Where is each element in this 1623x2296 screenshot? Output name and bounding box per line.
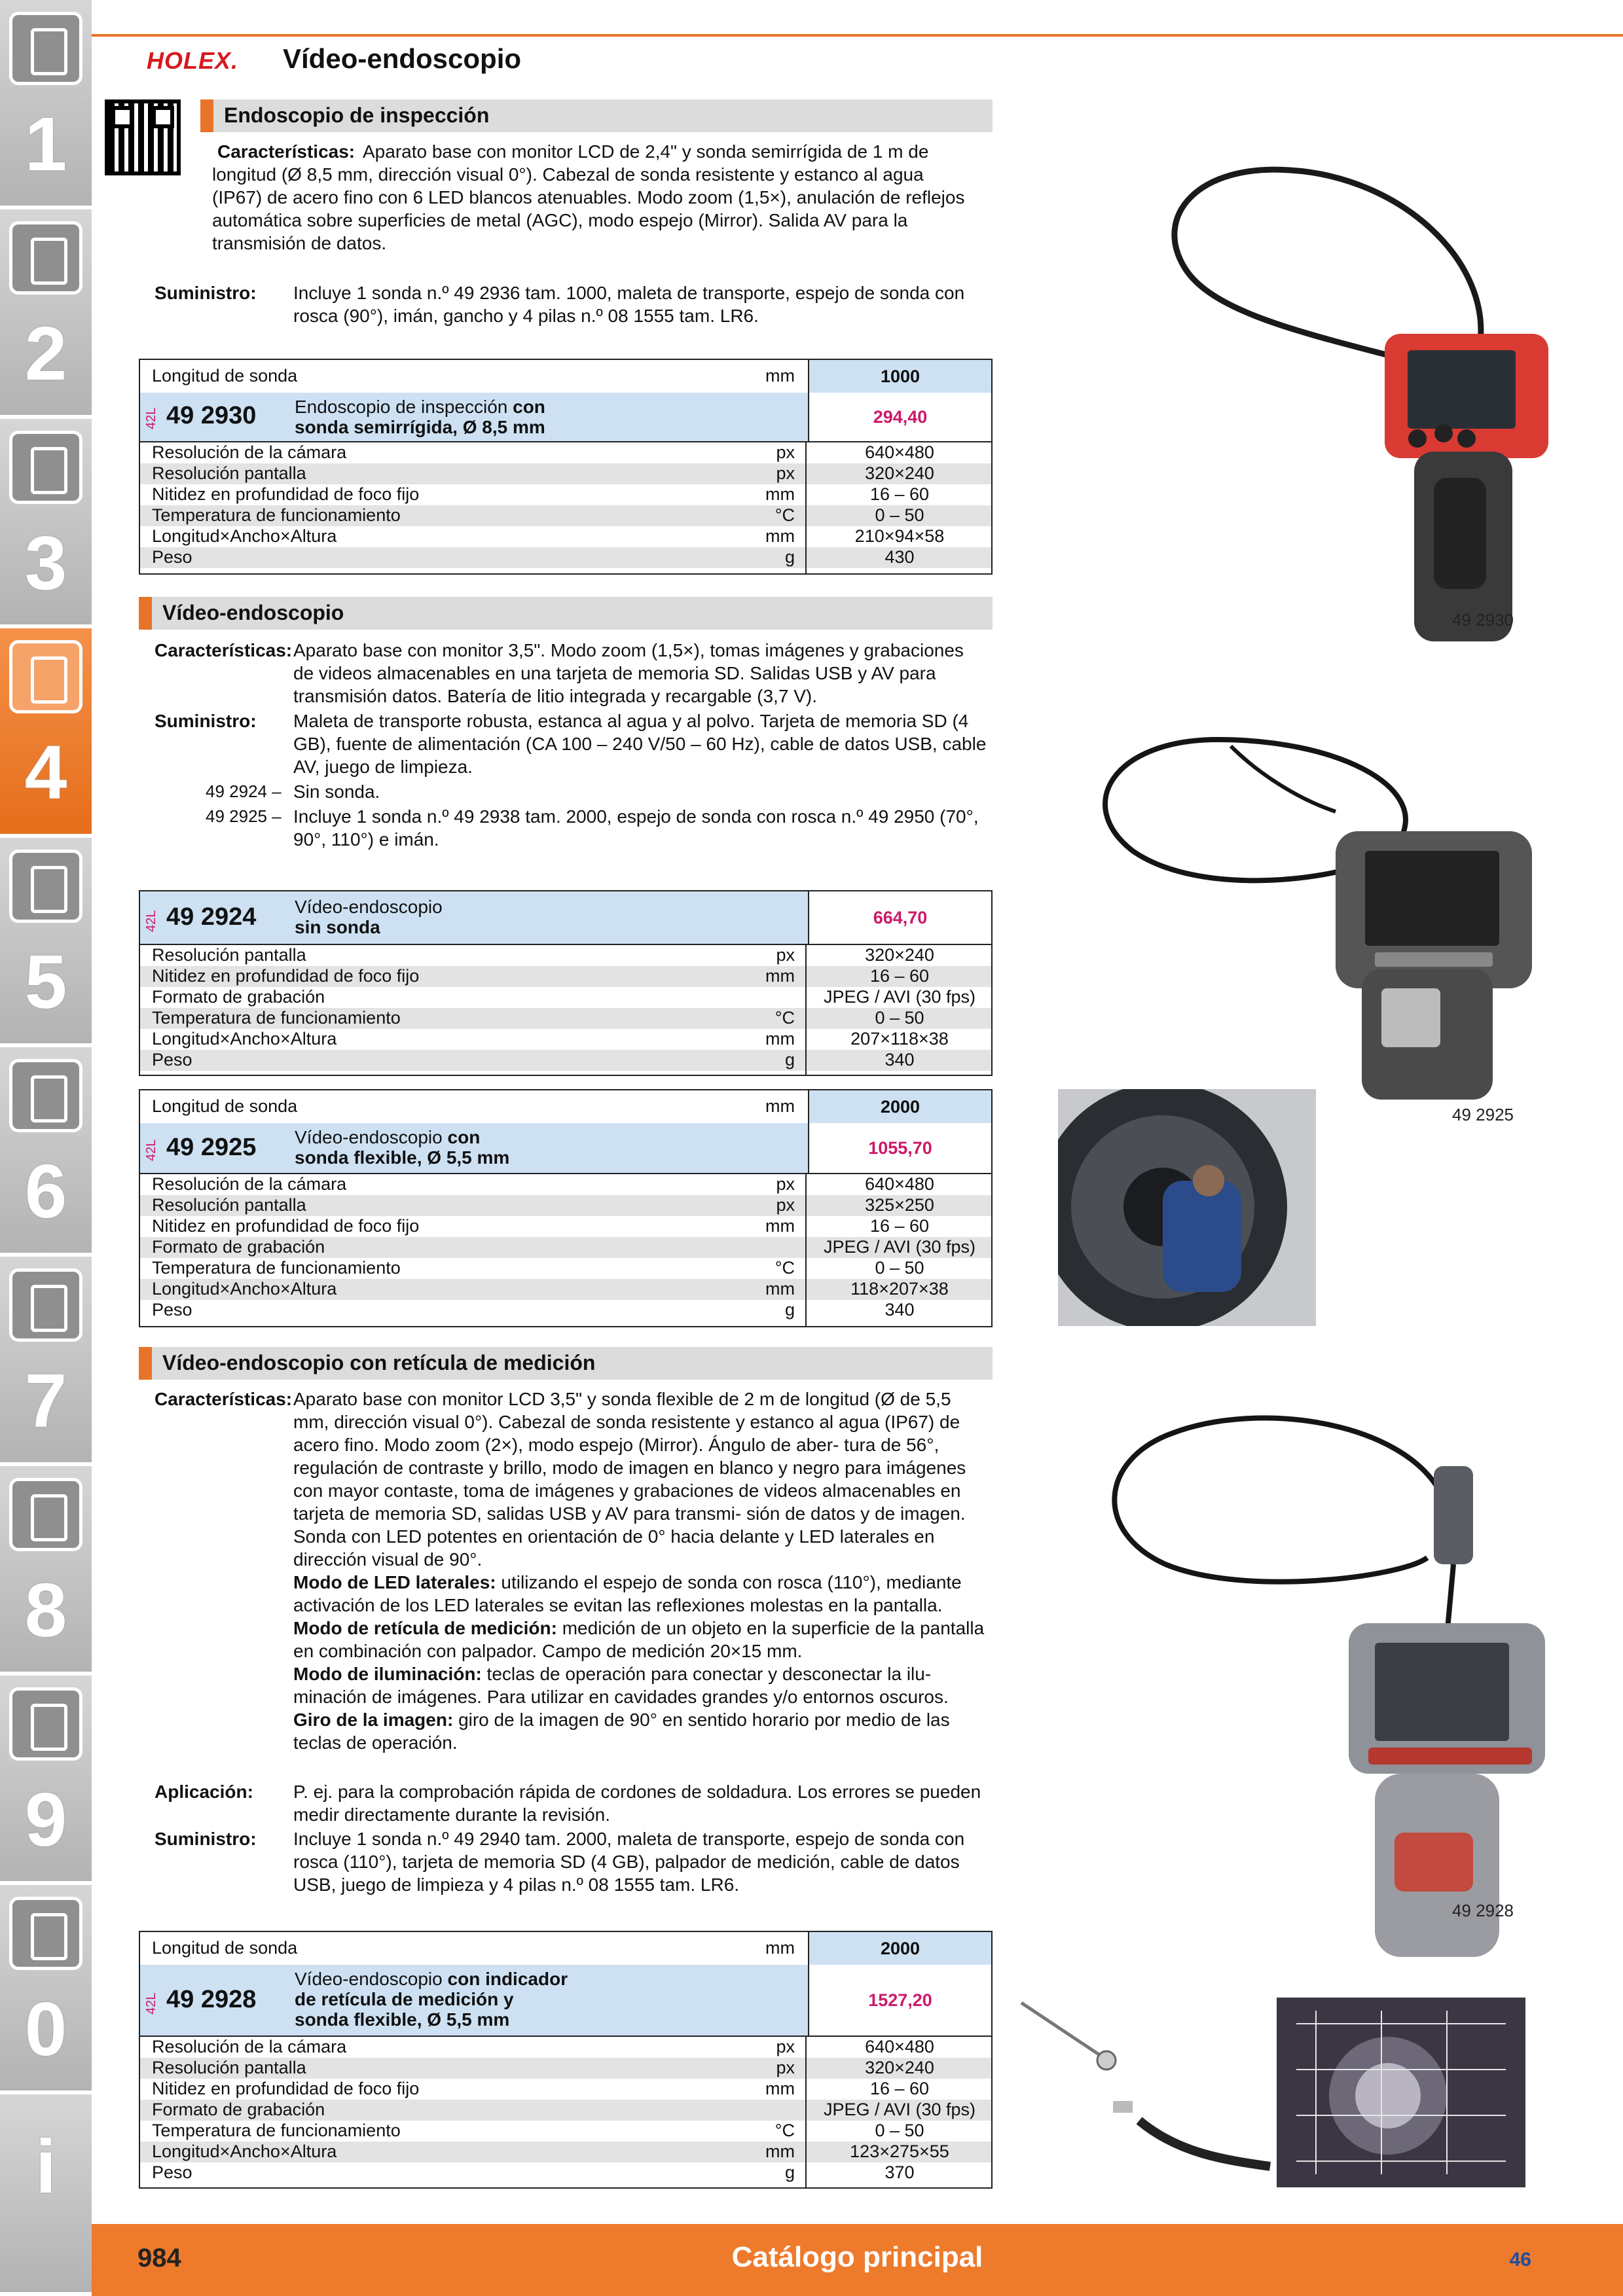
table-row: Temperatura de funcionamiento °C 0 – 50	[140, 505, 991, 526]
safety-goggles-icon	[9, 1897, 82, 1970]
product-row-49-2924[interactable]: 42L 49 2924 Vídeo-endoscopio sin sonda 664,70	[140, 891, 991, 945]
chapter-tab-4[interactable]: 4	[0, 628, 92, 838]
image-ref-49-2930: 49 2930	[1452, 610, 1514, 630]
table-row: Resolución de la cámara px 640×480	[152, 1174, 934, 1194]
chapter-tab-6[interactable]: 6	[0, 1047, 92, 1257]
product-row-49-2925[interactable]: 42L 49 2925 Vídeo-endoscopio con sonda flexible, Ø 5,5 mm 1055,70	[140, 1123, 991, 1174]
table-row: Nitidez en profundidad de foco fijo mm 16 – 60	[140, 966, 991, 987]
price: 294,40	[808, 393, 991, 441]
spec-table-49-2924	[139, 890, 993, 1076]
table-row: Formato de grabación JPEG / AVI (30 fps)	[140, 1237, 991, 1258]
product-row-49-2928[interactable]: 42L 49 2928 Vídeo-endoscopio con indicador de retícula de medición y sonda flexible, Ø 5,5 mm 1527,20	[140, 1965, 991, 2037]
chapter-tab-3[interactable]: 3	[0, 419, 92, 628]
table-row: Temperatura de funcionamiento °C 0 – 50	[140, 1008, 991, 1029]
price: 1527,20	[808, 1965, 991, 2036]
section-header-video: Vídeo-endoscopio	[139, 597, 993, 630]
chapter-sidebar	[0, 0, 92, 2296]
chapter-tab-0[interactable]: 0	[0, 1885, 92, 2094]
table-row: Longitud×Ancho×Altura mm 118×207×38	[140, 1279, 991, 1300]
table-row: Nitidez en profundidad de foco fijo mm 16 – 60	[152, 2079, 930, 2098]
price: 1055,70	[808, 1123, 991, 1173]
table-row: Peso g 340	[140, 1050, 991, 1071]
reticle-screen-photo	[1277, 1998, 1525, 2187]
table-row: Longitud×Ancho×Altura mm 210×94×58	[152, 526, 945, 546]
product-image-video-endoscope	[1061, 694, 1558, 1100]
pliers-icon	[9, 1268, 82, 1342]
image-ref-49-2925: 49 2925	[1452, 1105, 1514, 1124]
page-number: 984	[137, 2244, 181, 2272]
table-row: Formato de grabación JPEG / AVI (30 fps)	[140, 2100, 991, 2121]
header-rule	[92, 34, 1623, 37]
product-image-inspection-endoscope	[1126, 98, 1558, 655]
table-row: Longitud×Ancho×Altura mm 123×275×55	[140, 2142, 991, 2162]
table-row: Peso g 340	[152, 1300, 915, 1319]
table-row: Resolución pantalla px 320×240	[140, 2058, 991, 2079]
chapter-tab-9[interactable]: 9	[0, 1676, 92, 1885]
grinding-disc-icon	[9, 850, 82, 923]
table-header-row: Longitud de sonda mm 2000	[140, 1932, 991, 1966]
table-row: Peso g 370	[152, 2162, 915, 2182]
price: 664,70	[808, 891, 991, 944]
chapter-tab-info[interactable]: i	[0, 2094, 92, 2296]
image-ref-49-2928: 49 2928	[1452, 1901, 1514, 1920]
chapter-tab-7[interactable]: 7	[0, 1257, 92, 1466]
table-row: Formato de grabación JPEG / AVI (30 fps)	[152, 987, 976, 1007]
table-header-row: Longitud de sonda mm 2000	[140, 1090, 991, 1124]
drill-bit-icon	[9, 12, 82, 85]
spec-table-49-2925	[139, 1089, 993, 1327]
chapter-tab-1[interactable]: 1	[0, 0, 92, 209]
catalog-title: Catálogo principal	[731, 2241, 983, 2273]
qr-code-icon[interactable]	[105, 99, 181, 175]
table-row: Resolución pantalla px 320×240	[152, 945, 934, 965]
chapter-tab-8[interactable]: 8	[0, 1466, 92, 1676]
spec-table-49-2930	[139, 359, 993, 575]
product-row-49-2930[interactable]: 42L 49 2930 Endoscopio de inspección con sonda semirrígida, Ø 8,5 mm 294,40	[140, 393, 991, 442]
page-footer	[92, 2224, 1623, 2296]
table-row: Nitidez en profundidad de foco fijo mm 16 – 60	[152, 484, 930, 504]
workbench-icon	[9, 1687, 82, 1761]
tool-holder-icon	[9, 431, 82, 504]
table-row: Resolución de la cámara px 640×480	[152, 442, 934, 462]
table-row: Resolución pantalla px 320×240	[140, 463, 991, 484]
toolbox-icon	[9, 1478, 82, 1551]
section-header-inspection: Endoscopio de inspección	[200, 99, 993, 132]
product-image-reticle-endoscope	[1061, 1361, 1558, 1964]
chapter-tab-2[interactable]: 2	[0, 209, 92, 419]
section-header-reticle: Vídeo-endoscopio con retícula de medición	[139, 1347, 993, 1380]
footer-index: 46	[1509, 2249, 1531, 2270]
table-row: Temperatura de funcionamiento °C 0 – 50	[152, 1258, 924, 1278]
caliper-icon	[9, 640, 82, 713]
page-title: Vídeo-endoscopio	[283, 43, 522, 74]
chapter-tab-5[interactable]: 5	[0, 838, 92, 1047]
photo-turbine-inspection	[1058, 1089, 1316, 1326]
table-row: Resolución pantalla px 325×250	[140, 1195, 991, 1216]
table-row: Peso g 430	[140, 547, 991, 568]
probe-mirror-accessory-image	[1008, 1990, 1283, 2186]
table-header-row: Longitud de sonda mm 1000	[140, 360, 991, 394]
insert-icon	[9, 221, 82, 295]
brand-logo: HOLEX.	[147, 47, 239, 74]
table-row: Resolución de la cámara px 640×480	[152, 2037, 934, 2056]
wrench-icon	[9, 1059, 82, 1132]
table-row: Nitidez en profundidad de foco fijo mm 16 – 60	[152, 1216, 930, 1236]
table-row: Longitud×Ancho×Altura mm 207×118×38	[152, 1029, 949, 1049]
spec-table-49-2928	[139, 1931, 993, 2189]
table-row: Temperatura de funcionamiento °C 0 – 50	[152, 2121, 924, 2140]
